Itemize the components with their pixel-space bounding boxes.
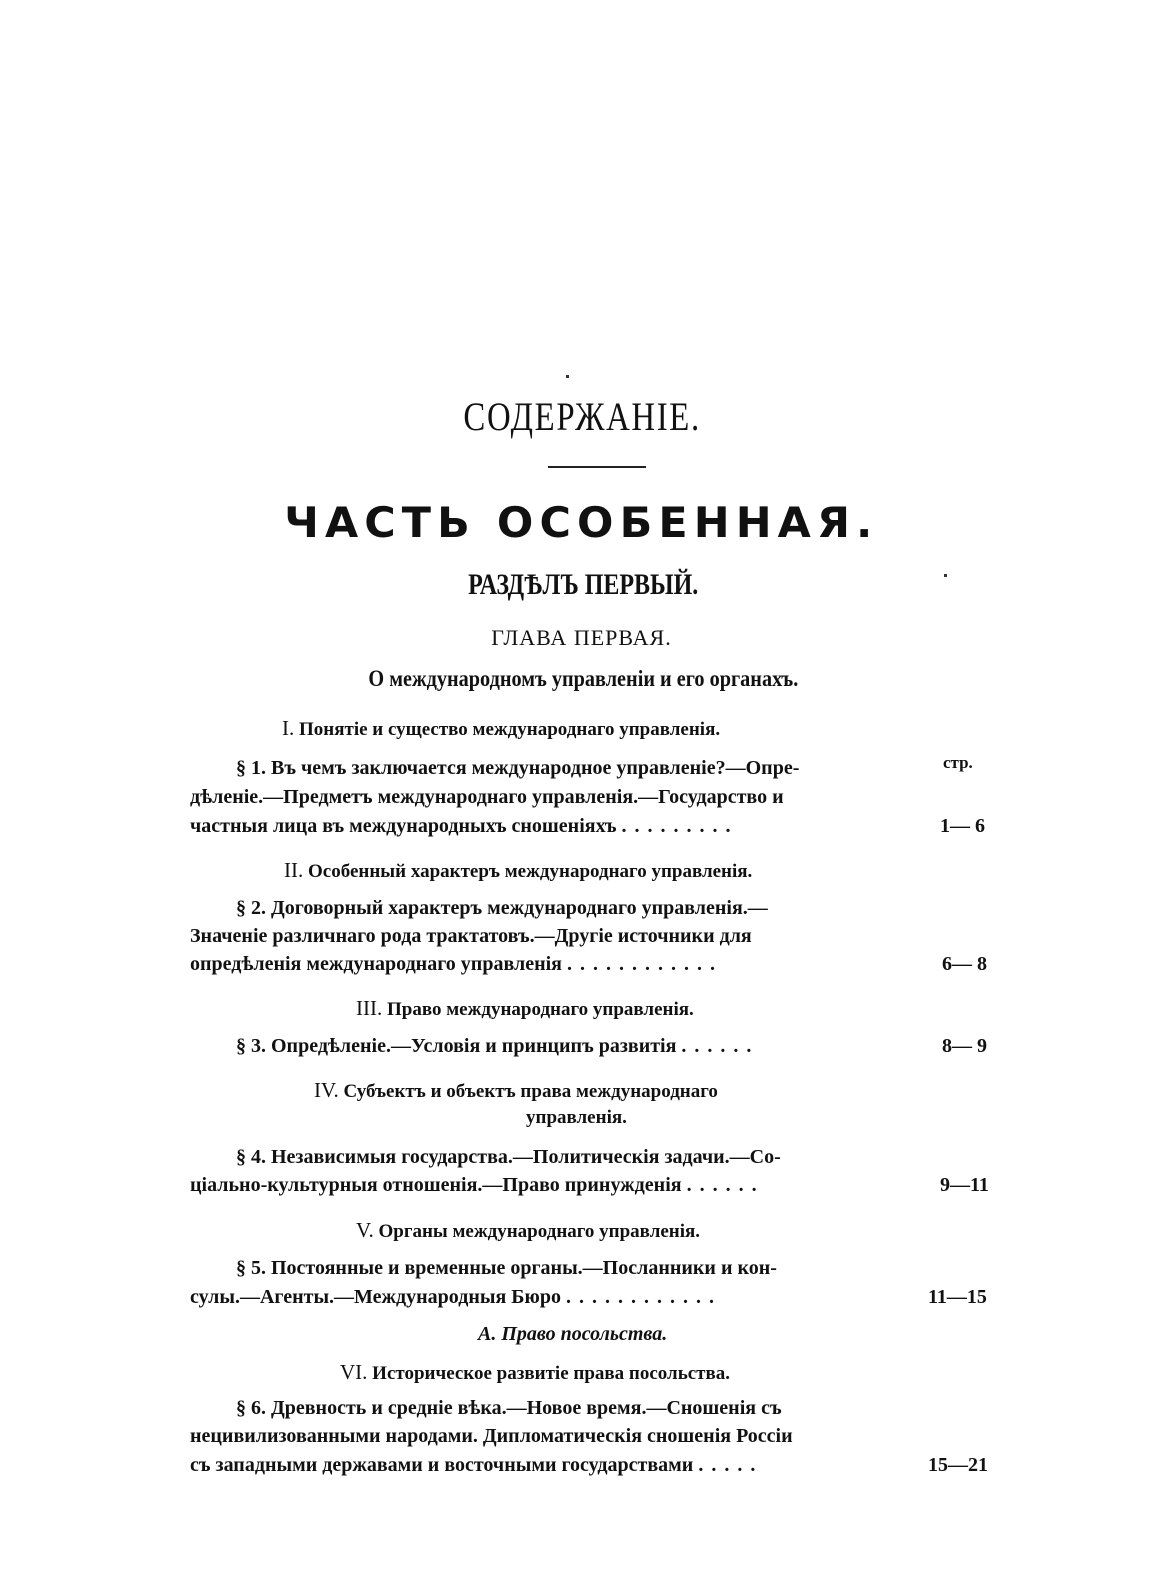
leader-dots: .........	[621, 815, 739, 837]
subsection-title: Право международнаго управленія.	[386, 999, 694, 1020]
subsection-heading	[282, 716, 720, 741]
toc-line: Значеніе различнаго рода трактатовъ.—Другіе источники для	[190, 925, 752, 947]
subsection-heading	[284, 858, 752, 883]
subsection-title: Историческое развитіе права посольства.	[372, 1363, 731, 1384]
toc-line	[190, 953, 723, 976]
leader-dots: ............	[566, 953, 723, 975]
paragraph-sign: § 1.	[236, 757, 266, 779]
toc-text: съ западными державами и восточными государствами	[190, 1454, 694, 1476]
section-heading: РАЗДѢЛЪ ПЕРВЫЙ.	[468, 568, 699, 601]
subsection-title-continued: управленія.	[526, 1107, 627, 1128]
toc-line	[236, 1035, 759, 1058]
subsection-heading	[356, 1218, 700, 1243]
paragraph-sign: § 6.	[236, 1397, 266, 1419]
stray-mark-top	[566, 375, 569, 378]
toc-line	[190, 1174, 765, 1197]
page-range: 15—21	[928, 1454, 988, 1476]
paragraph-sign: § 2.	[236, 897, 266, 919]
toc-line	[190, 815, 738, 838]
chapter-title: О международномъ управленіи и его органахъ.	[368, 666, 799, 691]
toc-line	[190, 1286, 722, 1309]
subsection-heading	[356, 996, 694, 1021]
toc-text: Опредѣленіе.—Условія и принципъ развитія	[271, 1035, 677, 1057]
subsection-title: Особенный характеръ международнаго управленія.	[308, 861, 753, 882]
part-heading: ЧАСТЬ ОСОБЕННАЯ.	[284, 498, 879, 547]
subsection-number: II.	[284, 858, 304, 882]
paragraph-sign: § 5.	[236, 1257, 266, 1279]
toc-text: ціально-культурныя отношенія.—Право принужденія	[190, 1174, 682, 1196]
title-rule	[548, 466, 646, 468]
page-range: 6— 8	[942, 953, 987, 975]
paragraph-sign: § 3.	[236, 1035, 266, 1057]
toc-text: Древность и средніе вѣка.—Новое время.—Сношенія съ	[271, 1397, 782, 1419]
subsection-number: V.	[356, 1218, 374, 1242]
toc-line	[236, 897, 768, 920]
subsection-heading	[314, 1078, 718, 1103]
subheading-embassy-law: А. Право посольства.	[478, 1323, 668, 1345]
page-title: СОДЕРЖАНІЕ.	[463, 394, 701, 439]
toc-line	[236, 1397, 782, 1420]
leader-dots: ......	[686, 1174, 765, 1196]
toc-line	[190, 1454, 763, 1477]
toc-text: сулы.—Агенты.—Международныя Бюро	[190, 1286, 561, 1308]
subsection-number: IV.	[314, 1078, 339, 1102]
toc-line	[236, 757, 799, 780]
subsection-number: III.	[356, 996, 383, 1020]
toc-text: частныя лица въ международныхъ сношеніяхъ	[190, 815, 617, 837]
subsection-heading	[340, 1360, 730, 1385]
page-range: 1— 6	[940, 815, 985, 837]
page-range: 11—15	[928, 1286, 987, 1308]
subsection-title: Понятіе и существо международнаго управленія.	[299, 719, 721, 740]
toc-line	[236, 1257, 777, 1280]
toc-text: Независимыя государства.—Политическія задачи.—Со-	[271, 1146, 781, 1168]
toc-line: нецивилизованными народами. Дипломатическія сношенія Россіи	[190, 1425, 793, 1447]
toc-text: Постоянные и временные органы.—Посланники и кон-	[271, 1257, 777, 1279]
subsection-title: Органы международнаго управленія.	[378, 1221, 701, 1242]
page-range: 9—11	[940, 1174, 989, 1196]
toc-line	[236, 1146, 781, 1169]
toc-text: Договорный характеръ международнаго управленія.—	[271, 897, 768, 919]
leader-dots: .....	[698, 1454, 764, 1476]
toc-line: дѣленіе.—Предметъ международнаго управленія.—Государство и	[190, 786, 784, 808]
toc-text: опредѣленія международнаго управленія	[190, 953, 562, 975]
leader-dots: ............	[565, 1286, 722, 1308]
toc-text: Въ чемъ заключается международное управленіе?—Опре-	[271, 757, 800, 779]
page-range: 8— 9	[942, 1035, 987, 1057]
chapter-heading: ГЛАВА ПЕРВАЯ.	[491, 625, 672, 650]
column-header-pages: стр.	[943, 753, 973, 772]
subsection-number: I.	[282, 716, 295, 740]
subsection-number: VI.	[340, 1360, 368, 1384]
leader-dots: ......	[681, 1035, 760, 1057]
paragraph-sign: § 4.	[236, 1146, 266, 1168]
subsection-title: Субъектъ и объектъ права международнаго	[343, 1081, 718, 1102]
